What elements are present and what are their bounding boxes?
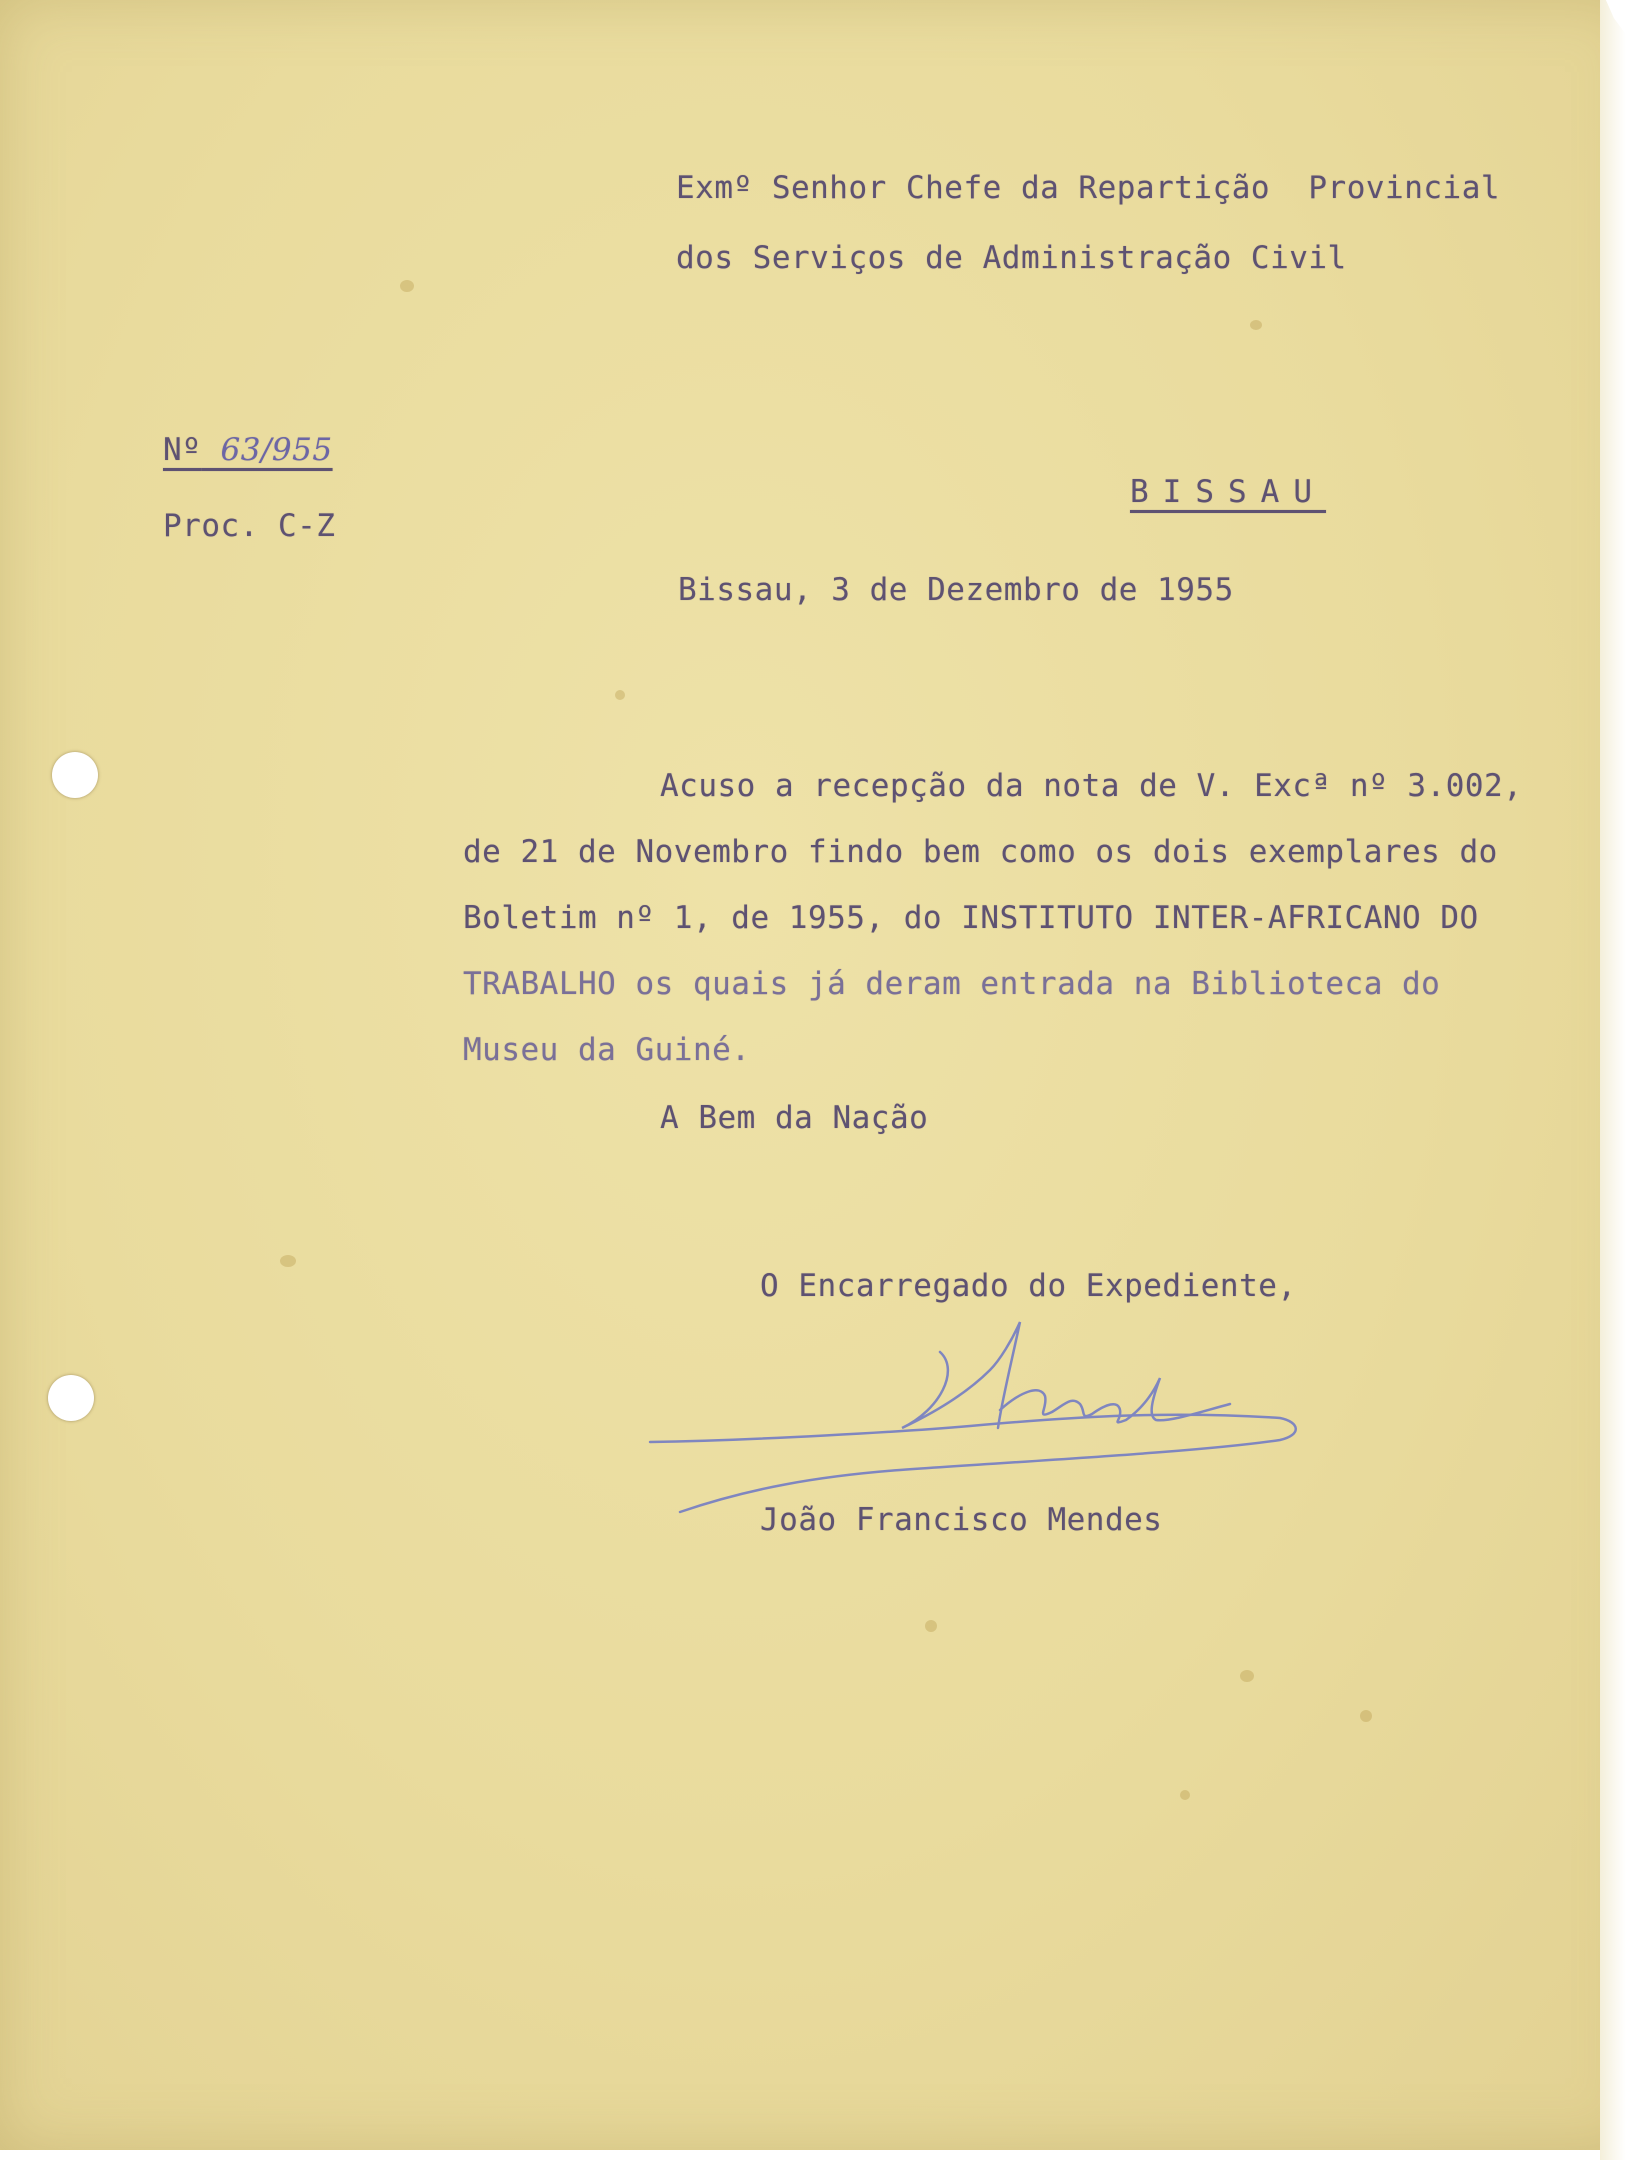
closing-salutation: A Bem da Nação xyxy=(660,1100,929,1136)
handwritten-signature xyxy=(640,1300,1320,1520)
paper-stain xyxy=(280,1255,296,1267)
signatory-name: João Francisco Mendes xyxy=(760,1502,1163,1538)
paper-stain xyxy=(1360,1710,1372,1722)
addressee-line-1: Exmº Senhor Chefe da Repartição Provincial xyxy=(676,170,1501,206)
paper-stain xyxy=(1240,1670,1254,1682)
paper-stain xyxy=(615,690,625,700)
date-line: Bissau, 3 de Dezembro de 1955 xyxy=(678,572,1234,608)
body-line: Boletim nº 1, de 1955, do INSTITUTO INTER-AFRICANO DO xyxy=(463,900,1479,936)
page-edge xyxy=(1600,0,1643,2160)
paper-stain xyxy=(400,280,414,292)
body-line: Acuso a recepção da nota de V. Excª nº 3.002, xyxy=(660,768,1523,804)
punch-hole xyxy=(48,1375,94,1421)
paper-stain xyxy=(1250,320,1262,330)
reference-prefix: Nº xyxy=(163,432,202,468)
process-reference: Proc. C-Z xyxy=(163,508,336,544)
signatory-title: O Encarregado do Expediente, xyxy=(760,1268,1297,1304)
body-line: de 21 de Novembro findo bem como os dois exemplares do xyxy=(463,834,1498,870)
body-line: Museu da Guiné. xyxy=(463,1032,751,1068)
reference-handwritten-number: 63/955 xyxy=(220,432,333,468)
paper-stain xyxy=(1180,1790,1190,1800)
destination-city: BISSAU xyxy=(1130,474,1326,510)
reference-number xyxy=(163,432,333,468)
addressee-line-2: dos Serviços de Administração Civil xyxy=(676,240,1347,276)
punch-hole xyxy=(52,752,98,798)
paper-stain xyxy=(925,1620,937,1632)
body-line: TRABALHO os quais já deram entrada na Biblioteca do xyxy=(463,966,1441,1002)
